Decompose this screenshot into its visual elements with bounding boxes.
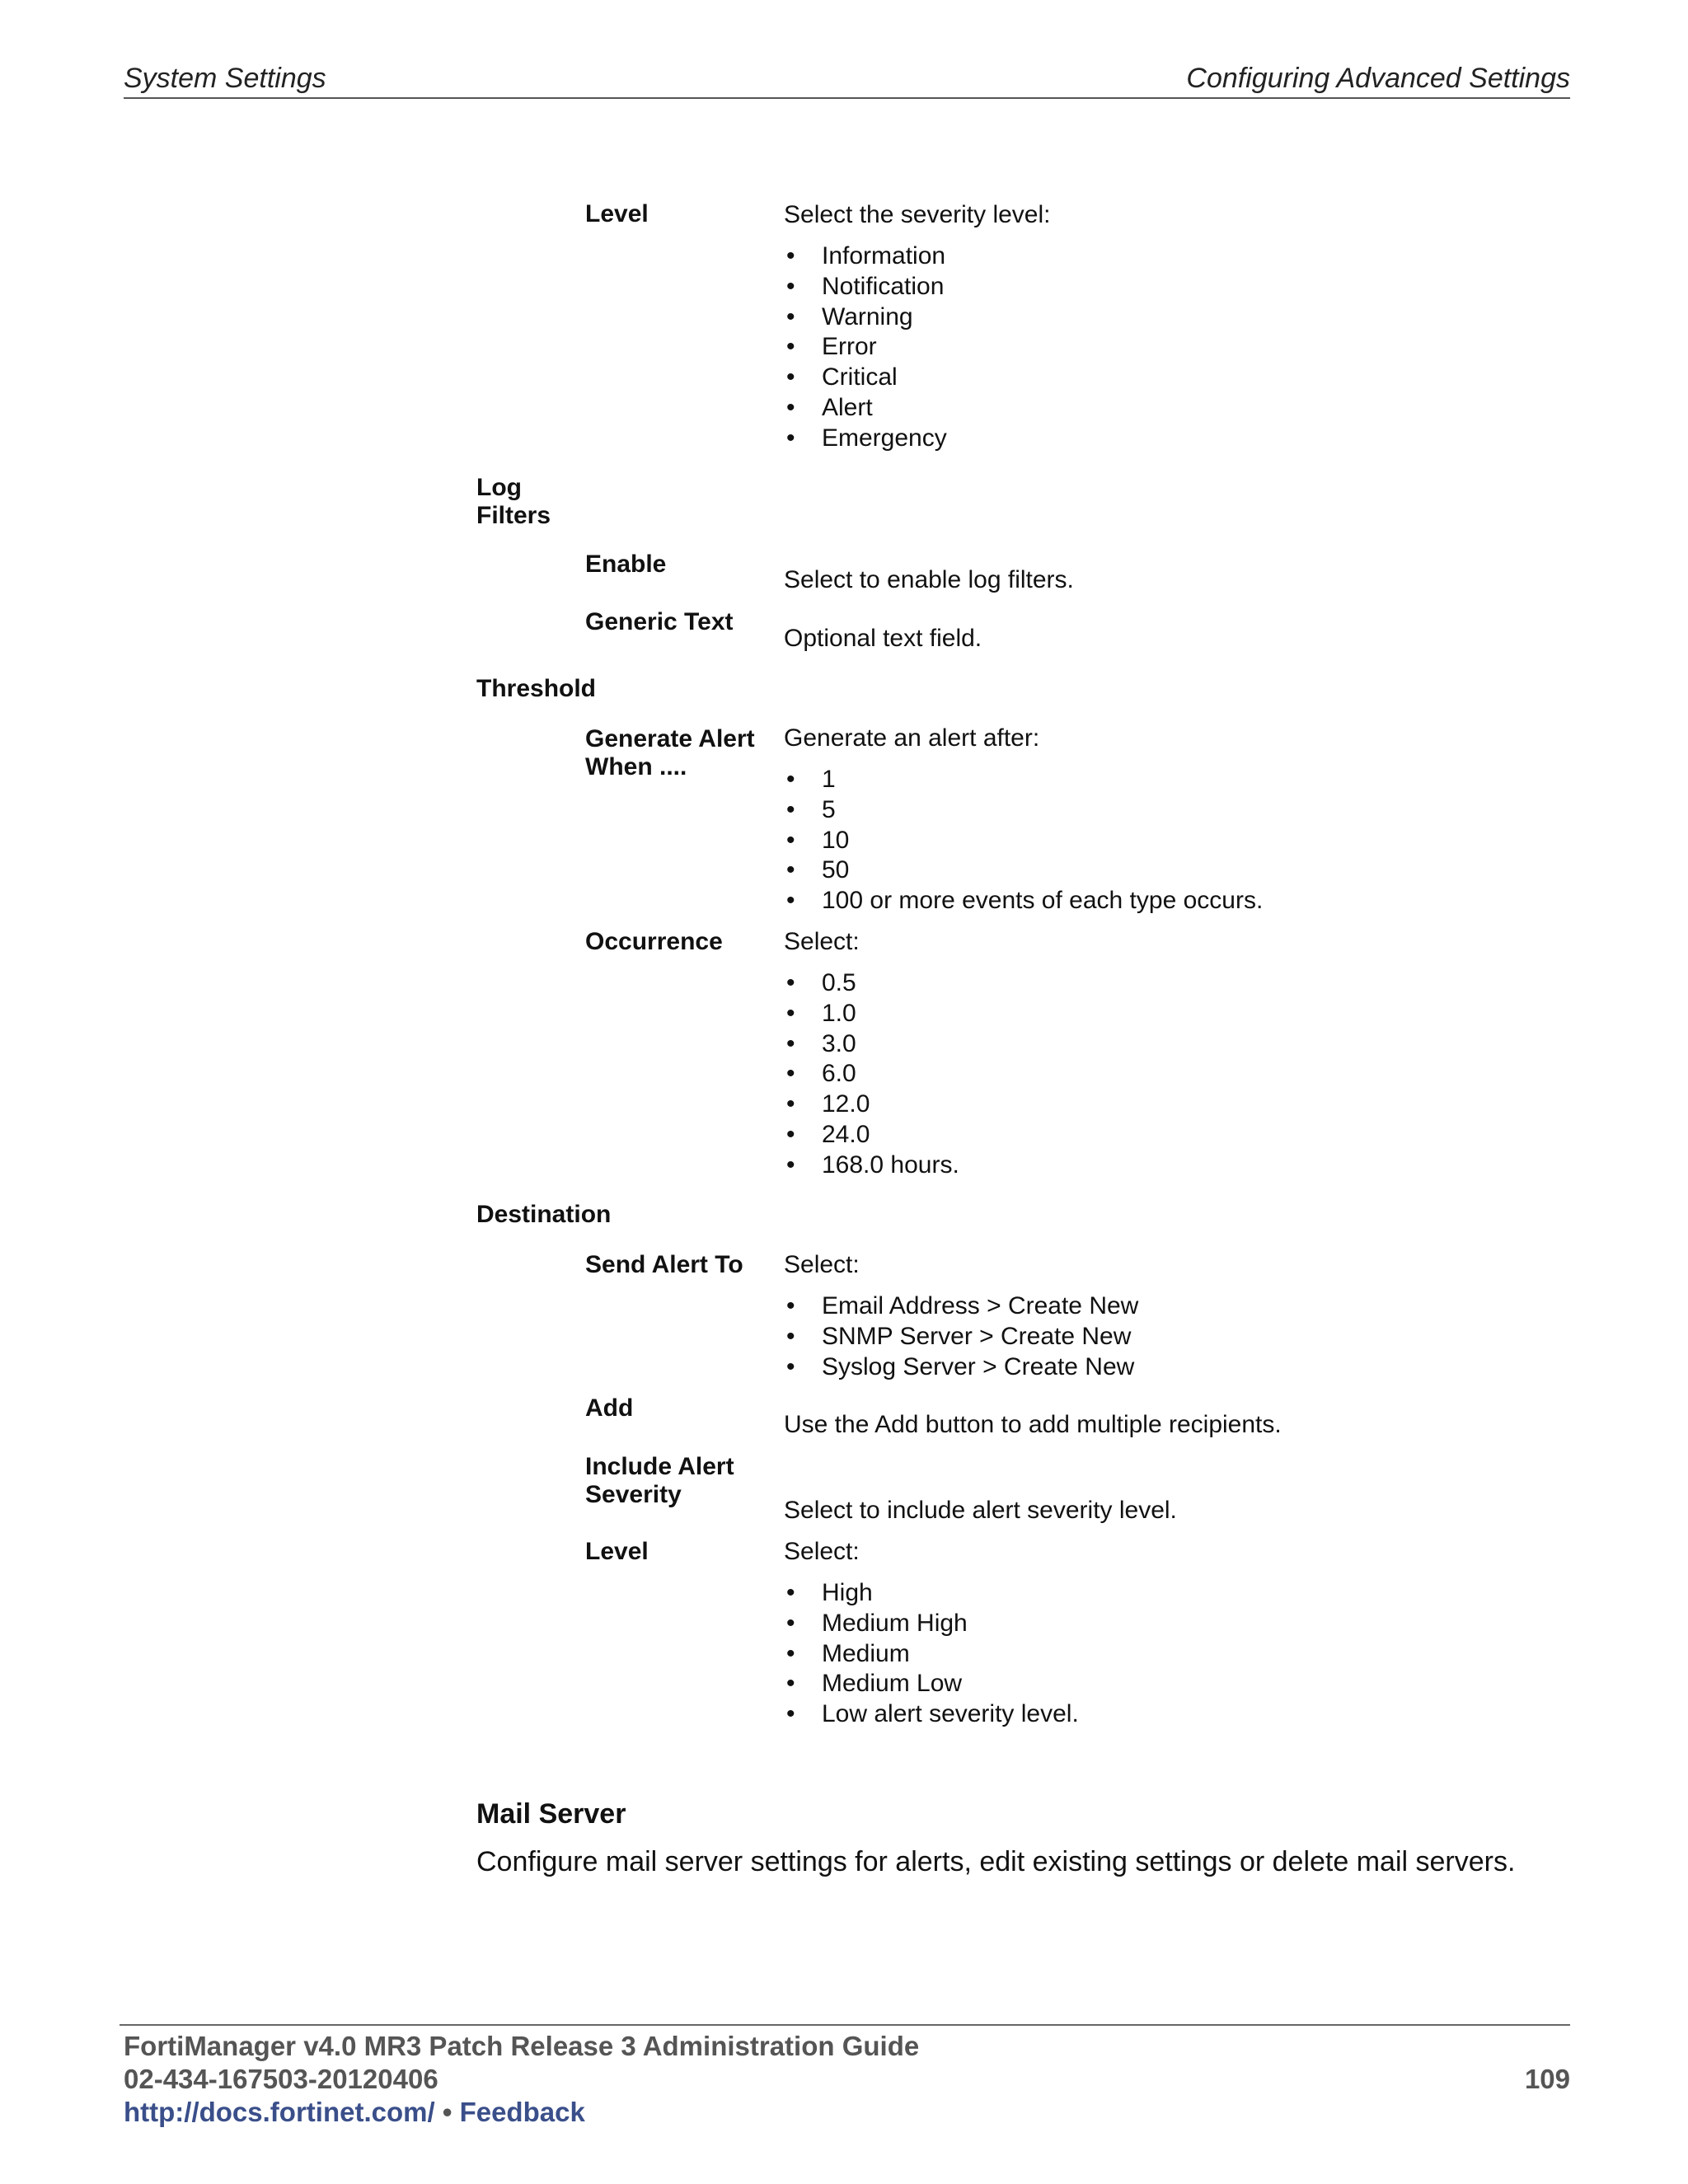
recipient-type-list <box>784 1291 1567 1382</box>
list-item: • 10 <box>786 826 850 854</box>
include-alert-severity-description: Select to include alert severity level. <box>784 1497 1177 1524</box>
list-item: • 1.0 <box>786 999 856 1027</box>
footer-guide-title: FortiManager v4.0 MR3 Patch Release 3 Administration Guide <box>124 2031 920 2061</box>
threshold-heading: Threshold <box>476 675 597 702</box>
list-item: • Warning <box>786 302 913 330</box>
list-item: • 100 or more events of each type occurs. <box>786 887 1264 915</box>
send-alert-to-label: Send Alert To <box>585 1251 743 1278</box>
generic-text-description: Optional text field. <box>784 625 982 652</box>
list-item: • Medium Low <box>786 1670 963 1698</box>
level-description <box>784 200 1567 454</box>
list-item: • 0.5 <box>786 969 856 996</box>
page-number: 109 <box>1524 2064 1570 2094</box>
mail-server-text: Configure mail server settings for alerts, edit existing settings or delete mail servers. <box>476 1846 1516 1877</box>
destination-heading: Destination <box>476 1201 612 1228</box>
docs-link[interactable]: http://docs.fortinet.com/ <box>124 2097 435 2127</box>
generic-text-label: Generic Text <box>585 608 734 635</box>
add-label: Add <box>585 1394 634 1422</box>
list-item: • Emergency <box>786 424 947 452</box>
occurrence-description <box>784 927 1567 1181</box>
event-count-list <box>784 765 1567 916</box>
page-footer <box>120 2024 1570 2127</box>
list-item: • Alert <box>786 393 873 421</box>
list-item: • Error <box>786 333 877 361</box>
alert-severity-list <box>784 1578 1567 1730</box>
send-alert-to-intro: Select: <box>784 1251 860 1278</box>
level-intro: Select the severity level: <box>784 201 1051 228</box>
list-item: • 168.0 hours. <box>786 1151 959 1179</box>
occurrence-intro: Select: <box>784 928 860 955</box>
list-item: • Email Address > Create New <box>786 1292 1139 1319</box>
list-item: • Information <box>786 242 946 269</box>
generate-alert-description <box>784 724 1567 916</box>
page-header <box>124 59 1570 99</box>
mail-server-heading: Mail Server <box>476 1798 626 1830</box>
list-item: • SNMP Server > Create New <box>786 1322 1132 1350</box>
list-item: • Critical <box>786 363 898 391</box>
enable-label: Enable <box>585 551 667 578</box>
level-label: Level <box>585 200 649 227</box>
list-item: • 6.0 <box>786 1060 856 1088</box>
alert-level-description <box>784 1537 1567 1730</box>
list-item: • Medium <box>786 1639 910 1667</box>
add-description: Use the Add button to add multiple recipients. <box>784 1411 1282 1438</box>
list-item: • 50 <box>786 856 850 884</box>
severity-list <box>784 241 1567 454</box>
include-alert-severity-label: Include Alert Severity <box>585 1453 734 1508</box>
occurrence-list <box>784 968 1567 1181</box>
alert-level-intro: Select: <box>784 1538 860 1565</box>
log-filters-heading: Log Filters <box>476 474 551 529</box>
list-item: • 24.0 <box>786 1120 870 1148</box>
list-item: • 3.0 <box>786 1029 856 1057</box>
header-chapter-title: Configuring Advanced Settings <box>1186 63 1570 94</box>
send-alert-to-description <box>784 1250 1567 1382</box>
enable-description: Select to enable log filters. <box>784 566 1074 593</box>
alert-level-label: Level <box>585 1538 649 1565</box>
footer-separator: • <box>442 2097 452 2127</box>
header-section-title: System Settings <box>124 63 326 94</box>
footer-doc-id: 02-434-167503-20120406 <box>124 2064 438 2094</box>
footer-links <box>124 2097 585 2128</box>
list-item: • Syslog Server > Create New <box>786 1352 1135 1380</box>
list-item: • 5 <box>786 795 836 823</box>
list-item: • Notification <box>786 272 945 300</box>
feedback-link[interactable]: Feedback <box>459 2097 585 2127</box>
list-item: • 1 <box>786 766 836 793</box>
generate-alert-label: Generate Alert When .... <box>585 725 755 780</box>
generate-alert-intro: Generate an alert after: <box>784 724 1040 752</box>
list-item: • 12.0 <box>786 1090 870 1118</box>
list-item: • High <box>786 1579 873 1606</box>
occurrence-label: Occurrence <box>585 928 723 955</box>
list-item: • Medium High <box>786 1609 968 1637</box>
list-item: • Low alert severity level. <box>786 1700 1079 1728</box>
